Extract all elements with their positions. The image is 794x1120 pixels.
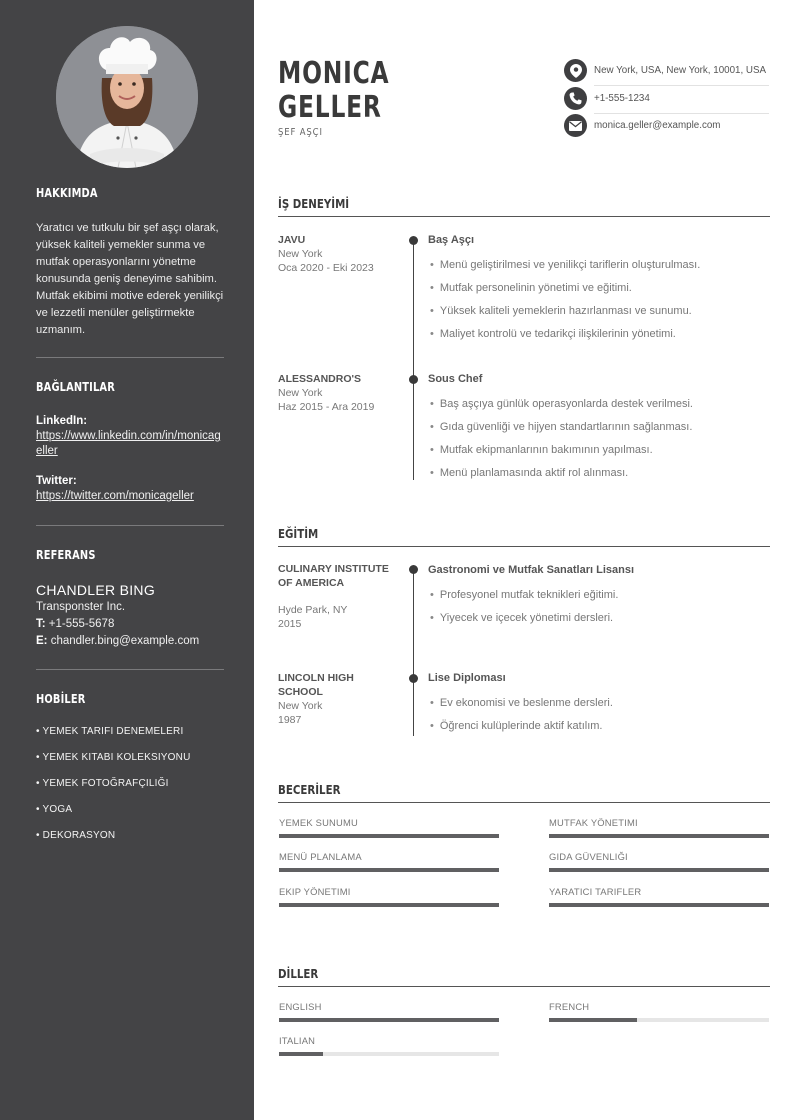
skill-item xyxy=(279,817,499,828)
skill-bar-fill xyxy=(279,834,499,838)
language-bar-fill xyxy=(279,1052,323,1056)
languages-heading: DİLLER xyxy=(278,966,319,981)
skill-item xyxy=(549,817,769,828)
skill-item xyxy=(549,851,769,862)
language-label: ENGLISH xyxy=(279,1001,322,1012)
skill-label: GIDA GÜVENLIĞI xyxy=(549,851,628,862)
language-label: ITALIAN xyxy=(279,1035,316,1046)
skill-item xyxy=(279,851,499,862)
hobbies-heading: HOBİLER xyxy=(36,692,86,706)
timeline-dot xyxy=(409,375,418,384)
twitter-link[interactable]: https://twitter.com/monicageller xyxy=(36,490,194,502)
reference-email-label: E: xyxy=(36,635,48,647)
reference-phone-label: T: xyxy=(36,618,46,630)
skill-bar-track xyxy=(279,903,499,907)
duty-item: • Menü planlamasında aktif rol alınması. xyxy=(430,467,628,479)
contact-address xyxy=(564,59,769,87)
reference-company: Transponster Inc. xyxy=(36,601,126,613)
contact-phone-text: +1-555-1234 xyxy=(594,93,650,104)
section-rule xyxy=(278,986,770,987)
sidebar-divider xyxy=(36,669,224,670)
duty-item: • Gıda güvenliği ve hijyen standartlarının sağlanması. xyxy=(430,421,692,433)
hobbies-section xyxy=(36,692,224,841)
education-heading: EĞİTİM xyxy=(278,526,319,541)
contact-phone xyxy=(564,87,769,115)
school-location: New York xyxy=(278,700,323,712)
skill-bar-track xyxy=(549,903,769,907)
course-item: • Yiyecek ve içecek yönetimi dersleri. xyxy=(430,612,613,624)
chef-portrait-icon xyxy=(56,26,198,168)
reference-section xyxy=(36,548,224,650)
contact-email xyxy=(564,114,769,142)
hobby-item: • DEKORASYON xyxy=(36,830,116,841)
links-heading: BAĞLANTILAR xyxy=(36,380,115,394)
timeline-dot xyxy=(409,565,418,574)
skill-label: EKIP YÖNETIMI xyxy=(279,886,351,897)
sidebar xyxy=(0,0,254,1120)
skill-label: YARATICI TARIFLER xyxy=(549,886,642,897)
language-bar-track xyxy=(279,1052,499,1056)
skill-bar-track xyxy=(279,868,499,872)
skill-bar-track xyxy=(549,868,769,872)
experience-heading: İŞ DENEYİMİ xyxy=(278,196,350,211)
employment-dates: Oca 2020 - Eki 2023 xyxy=(278,262,374,274)
phone-icon xyxy=(564,87,587,110)
language-item xyxy=(279,1001,499,1012)
hobby-item: • YOGA xyxy=(36,804,73,815)
first-name: MONICA xyxy=(278,56,390,91)
language-bar-track xyxy=(549,1018,769,1022)
sidebar-divider xyxy=(36,357,224,358)
school-name: LINCOLN HIGH SCHOOL xyxy=(278,672,354,698)
contact-divider xyxy=(594,85,769,86)
reference-email xyxy=(36,633,224,650)
about-text: Yaratıcı ve tutkulu bir şef aşçı olarak, yüksek kaliteli yemekler sunma ve mutfak operasyonlarını yönetme konusunda geniş deneyime sahibim. Mutfak ekibimi motive ederek yenilikçi ve lezzetli menüler geliştirmekte uzmanım. xyxy=(36,222,224,336)
language-item xyxy=(279,1035,499,1046)
duty-item: • Mutfak personelinin yönetimi ve eğitimi. xyxy=(430,282,632,294)
job-role: ŞEF AŞÇI xyxy=(278,127,323,138)
duty-item: • Maliyet kontrolü ve tedarikçi ilişkilerinin yönetimi. xyxy=(430,328,676,340)
email-icon xyxy=(564,114,587,137)
about-section xyxy=(36,186,224,339)
degree-title: Gastronomi ve Mutfak Sanatları Lisansı xyxy=(428,564,635,576)
timeline-line xyxy=(413,568,414,736)
skill-bar-fill xyxy=(279,903,499,907)
profile-photo xyxy=(56,26,198,168)
job-title: Baş Aşçı xyxy=(428,234,475,246)
skill-bar-track xyxy=(549,834,769,838)
employment-dates: Haz 2015 - Ara 2019 xyxy=(278,401,375,413)
course-item: • Ev ekonomisi ve beslenme dersleri. xyxy=(430,697,613,709)
employer-location: New York xyxy=(278,248,323,260)
language-bar-fill xyxy=(279,1018,499,1022)
section-rule xyxy=(278,546,770,547)
language-bar-track xyxy=(279,1018,499,1022)
skill-bar-fill xyxy=(549,868,769,872)
employer-name: JAVU xyxy=(278,234,306,246)
course-item: • Öğrenci kulüplerinde aktif katılım. xyxy=(430,720,603,732)
timeline-line xyxy=(413,238,414,480)
language-item xyxy=(549,1001,769,1012)
degree-title: Lise Diploması xyxy=(428,672,506,684)
skill-label: YEMEK SUNUMU xyxy=(279,817,358,828)
language-bar-fill xyxy=(549,1018,637,1022)
twitter-label: Twitter: xyxy=(36,475,77,487)
links-section xyxy=(36,380,224,502)
reference-name: CHANDLER BING xyxy=(36,582,156,598)
skill-bar-fill xyxy=(549,834,769,838)
course-item: • Profesyonel mutfak teknikleri eğitimi. xyxy=(430,589,618,601)
timeline-dot xyxy=(409,236,418,245)
graduation-year: 2015 xyxy=(278,618,302,630)
employer-name: ALESSANDRO'S xyxy=(278,373,362,385)
skill-label: MUTFAK YÖNETIMI xyxy=(549,817,638,828)
reference-phone xyxy=(36,616,224,633)
contact-address-text: New York, USA, New York, 10001, USA xyxy=(594,65,767,76)
section-rule xyxy=(278,216,770,217)
skill-item xyxy=(279,886,499,897)
hobby-item: • YEMEK FOTOĞRAFÇILIĞI xyxy=(36,778,169,789)
timeline-dot xyxy=(409,674,418,683)
job-title: Sous Chef xyxy=(428,373,483,385)
employer-location: New York xyxy=(278,387,323,399)
reference-phone-value: +1-555-5678 xyxy=(48,618,115,630)
skills-heading: BECERİLER xyxy=(278,782,341,797)
duty-item: • Baş aşçıya günlük operasyonlarda destek verilmesi. xyxy=(430,398,693,410)
duty-item: • Mutfak ekipmanlarının bakımının yapılması. xyxy=(430,444,653,456)
skill-bar-fill xyxy=(549,903,769,907)
skill-bar-fill xyxy=(279,868,499,872)
hobby-item: • YEMEK TARIFI DENEMELERI xyxy=(36,726,184,737)
school-location: Hyde Park, NY xyxy=(278,604,348,616)
linkedin-link[interactable]: https://www.linkedin.com/in/monicageller xyxy=(36,430,221,457)
school-name: CULINARY INSTITUTE OF AMERICA xyxy=(278,563,389,589)
graduation-year: 1987 xyxy=(278,714,302,726)
sidebar-divider xyxy=(36,525,224,526)
about-heading: HAKKIMDA xyxy=(36,186,98,200)
reference-email-value: chandler.bing@example.com xyxy=(50,635,200,647)
section-rule xyxy=(278,802,770,803)
reference-heading: REFERANS xyxy=(36,548,96,562)
location-pin-icon xyxy=(564,59,587,82)
hobby-item: • YEMEK KITABI KOLEKSIYONU xyxy=(36,752,191,763)
duty-item: • Yüksek kaliteli yemeklerin hazırlanması ve sunumu. xyxy=(430,305,692,317)
skill-label: MENÜ PLANLAMA xyxy=(279,851,362,862)
linkedin-label: LinkedIn: xyxy=(36,415,88,427)
skill-item xyxy=(549,886,769,897)
skill-bar-track xyxy=(279,834,499,838)
contact-email-text: monica.geller@example.com xyxy=(594,120,721,131)
language-label: FRENCH xyxy=(549,1001,590,1012)
last-name: GELLER xyxy=(278,90,382,125)
duty-item: • Menü geliştirilmesi ve yenilikçi tariflerin oluşturulması. xyxy=(430,259,700,271)
